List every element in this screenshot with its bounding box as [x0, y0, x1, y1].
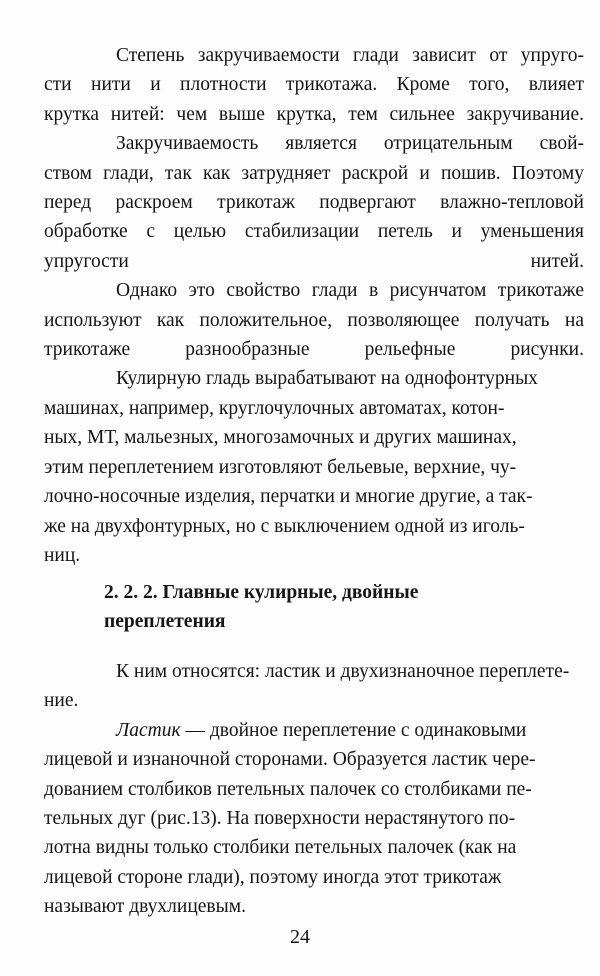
text-line: упругости нитей. [44, 250, 584, 272]
text-line: Кулирную гладь вырабатывают на однофонтурных [116, 368, 538, 390]
text-line: крутка нитей: чем выше крутка, тем сильнее закручивание. [44, 103, 584, 125]
text-line: — двойное переплетение с одинаковыми [180, 719, 527, 741]
paragraph-lastik [44, 716, 584, 922]
text-line: дованием столбиков петельных палочек со столбиками пе- [44, 778, 532, 800]
paragraph-twist-positive [44, 276, 584, 364]
text-line: ством глади, так как затрудняет раскрой и пошив. Поэтому [44, 162, 584, 184]
section-heading [104, 578, 524, 637]
paragraph-knit-machines [44, 364, 584, 570]
text-line: ных, МТ, мальезных, многозамочных и других машинах, [44, 427, 517, 449]
body-text-bottom [44, 657, 584, 922]
text-line: машинах, например, круглочулочных автоматах, котон- [44, 397, 505, 419]
text-line: ниц. [44, 544, 81, 566]
term-lastik: Ластик [116, 719, 181, 741]
paragraph-intro [44, 657, 584, 716]
text-line: лотна видны только столбики петельных палочек (как на [44, 837, 517, 859]
text-line: Степень закручиваемости глади зависит от упруго- [116, 45, 584, 66]
page-number: 24 [290, 926, 310, 948]
text-line: лочно-носочные изделия, перчатки и многие другие, а так- [44, 486, 533, 508]
text-line: используют как положительное, позволяющее получать на [44, 309, 584, 331]
text-line: перед раскроем трикотаж подвергают влажно-тепловой [44, 192, 584, 214]
text-line: тельных дуг (рис.13). На поверхности нерастянутого по- [44, 808, 516, 830]
text-line: лицевой стороне глади), поэтому иногда этот трикотаж [44, 866, 502, 888]
text-line: обработке с целью стабилизации петель и уменьшения [44, 221, 584, 243]
text-line: лицевой и изнаночной сторонами. Образуется ластик чере- [44, 749, 536, 771]
body-text-top [44, 41, 584, 570]
text-line: же на двухфонтурных, но с выключением одной из иголь- [44, 515, 525, 537]
text-line: Однако это свойство глади в рисунчатом трикотаже [116, 280, 584, 302]
text-line: трикотаже разнообразные рельефные рисунки. [44, 339, 584, 361]
heading-line: переплетения [104, 611, 226, 633]
text-line: ние. [44, 690, 79, 712]
paragraph-twist-negative [44, 129, 584, 276]
text-line: называют двухлицевым. [44, 896, 246, 918]
text-line: сти нити и плотности трикотажа. Кроме того, влияет [44, 74, 584, 96]
text-line: этим переплетением изготовляют бельевые, верхние, чу- [44, 456, 517, 478]
paragraph-twist-dependency [44, 41, 584, 129]
text-line: Закручиваемость является отрицательным свой- [116, 133, 584, 155]
text-line: К ним относятся: ластик и двухизнаночное переплете- [116, 661, 570, 682]
heading-line: 2. 2. 2. Главные кулирные, двойные [104, 582, 419, 603]
